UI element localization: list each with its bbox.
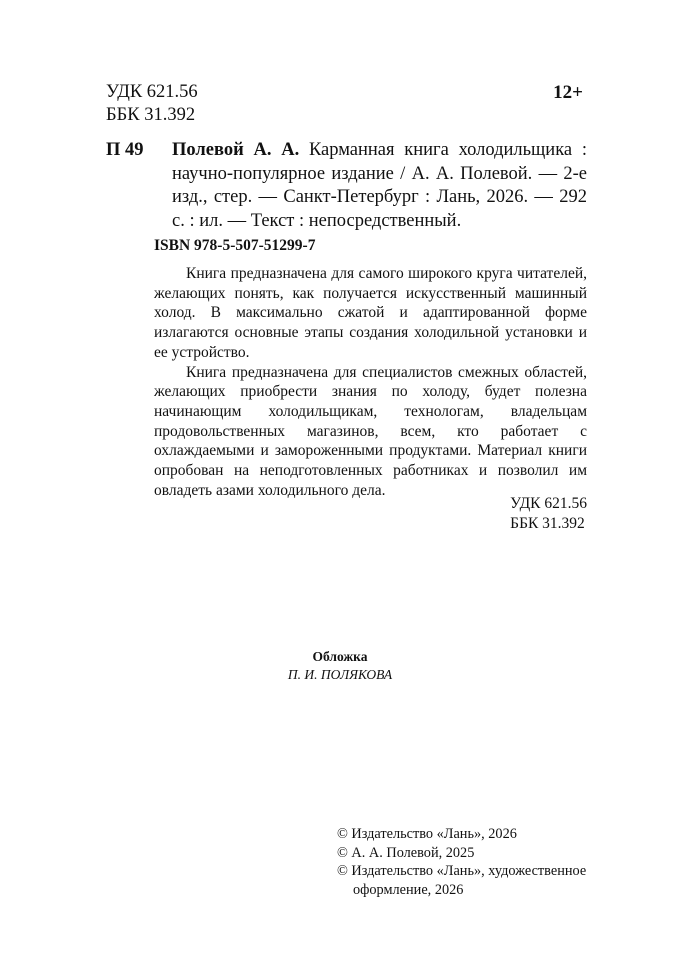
copyright-line: © А. А. Полевой, 2025 (337, 844, 475, 861)
cover-designer: П. И. ПОЛЯКОВА (287, 667, 393, 682)
author-mark: П 49 (106, 140, 144, 160)
catalog-description-block (172, 139, 587, 233)
age-rating: 12+ (553, 82, 583, 103)
footer-codes (510, 494, 587, 533)
catalog-description: Карманная книга холодильщика : научно-популярное издание / А. А. Полевой. — 2-е изд., стер. — Санкт-Петербург : Лань, 2026. — 292 с. : ил. — Текст : непосредственный. (172, 140, 587, 231)
annotation (154, 264, 587, 500)
header-codes (106, 81, 198, 127)
author-name: Полевой А. А. (172, 140, 300, 160)
copyright-line: © Издательство «Лань», 2026 (337, 826, 517, 842)
annotation-paragraph: Книга предназначена для самого широкого круга читателей, желающих понять, как получается искусственный машинный холод. В максимально сжатой и адаптированной форме излагаются основные этапы создания холодильной установки и ее устройство. (154, 265, 587, 361)
cover-label: Обложка (312, 649, 368, 664)
bbk-code: ББК 31.392 (106, 105, 196, 125)
copyright-block (337, 825, 607, 900)
bbk-code: ББК 31.392 (510, 514, 585, 532)
copyright-line: © Издательство «Лань», художественное оформление, 2026 (337, 863, 587, 899)
udk-code: УДК 621.56 (106, 82, 198, 102)
catalog-entry (106, 139, 587, 233)
isbn: ISBN 978-5-507-51299-7 (154, 237, 316, 254)
annotation-paragraph: Книга предназначена для специалистов смежных областей, желающих приобрести знания по холоду, будет полезна начинающим холодильщикам, технологам, владельцам продовольственных магазинов, всем, кто работает с охлаждаемыми и замороженными продуктами. Материал книги опробован на неподготовленных работниках и позволил им овладеть азами холодильного дела. (154, 363, 587, 499)
udk-code: УДК 621.56 (510, 495, 587, 512)
cover-credit (0, 648, 680, 684)
